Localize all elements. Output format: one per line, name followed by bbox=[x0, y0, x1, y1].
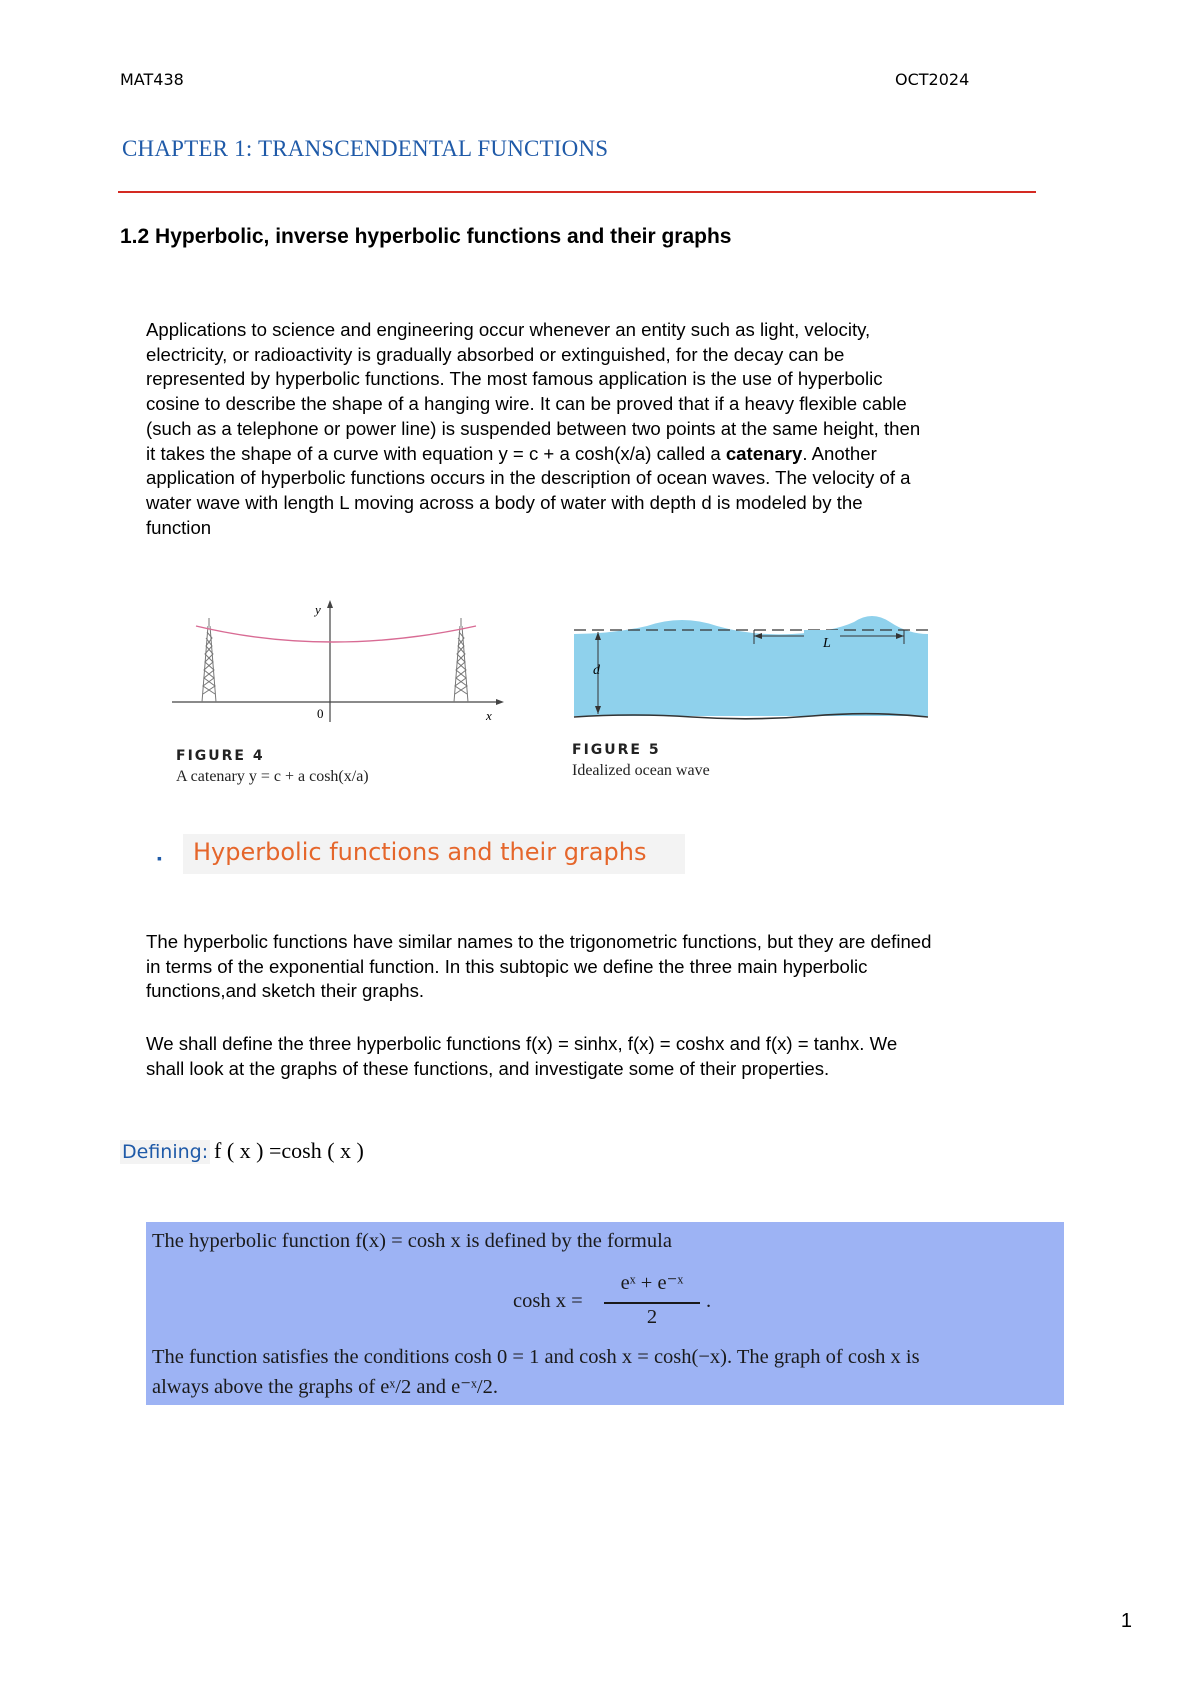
intro-line: cosine to describe the shape of a hanging wire. It can be proved that if a heavy flexible cable bbox=[146, 393, 907, 415]
catenary-term: catenary bbox=[725, 442, 803, 464]
date-code: OCT2024 bbox=[895, 70, 970, 89]
figure5-depth-label: d bbox=[593, 663, 600, 678]
para-line: in terms of the exponential function. In this subtopic we define the three main hyperbolic bbox=[146, 955, 868, 977]
intro-line: application of hyperbolic functions occurs in the description of ocean waves. The velocity of a bbox=[146, 467, 911, 489]
figure4-caption: A catenary y = c + a cosh(x/a) bbox=[176, 768, 369, 785]
intro-line: it takes the shape of a curve with equation y = c + a cosh(x/a) called a catenary. Another bbox=[146, 442, 877, 464]
definition-box bbox=[146, 1222, 1064, 1405]
intro-line: water wave with length L moving across a body of water with depth d is modeled by the bbox=[146, 491, 863, 513]
figure4-label: FIGURE 4 bbox=[176, 748, 265, 764]
hyperbolic-intro-paragraph bbox=[146, 930, 1062, 1004]
intro-line: represented by hyperbolic functions. The most famous application is the use of hyperbolic bbox=[146, 368, 883, 390]
formula-period: . bbox=[706, 1290, 712, 1312]
figure5-label: FIGURE 5 bbox=[572, 742, 661, 758]
defining-formula: f ( x ) =cosh ( x ) bbox=[214, 1138, 364, 1163]
course-code: MAT438 bbox=[120, 70, 184, 89]
figure4-catenary-graphic bbox=[166, 596, 506, 736]
intro-line: electricity, or radioactivity is gradually absorbed or extinguished, for the decay can be bbox=[146, 343, 845, 365]
fraction-bar bbox=[604, 1302, 700, 1304]
section-title: 1.2 Hyperbolic, inverse hyperbolic functions and their graphs bbox=[120, 225, 732, 248]
para-line: The hyperbolic functions have similar names to the trigonometric functions, but they are defined bbox=[146, 931, 932, 952]
page-number: 1 bbox=[1120, 1610, 1132, 1632]
defining-label: Defining: bbox=[122, 1141, 209, 1163]
definition-line: The hyperbolic function f(x) = cosh x is defined by the formula bbox=[152, 1230, 672, 1252]
figure5-ocean-wave-graphic bbox=[572, 610, 932, 726]
intro-line: function bbox=[146, 516, 212, 538]
figure4-origin-label: 0 bbox=[317, 706, 324, 721]
chapter-title: CHAPTER 1: TRANSCENDENTAL FUNCTIONS bbox=[122, 136, 609, 161]
intro-line: (such as a telephone or power line) is suspended between two points at the same height, then bbox=[146, 417, 921, 439]
para-line: functions,and sketch their graphs. bbox=[146, 980, 425, 1002]
formula-numerator: eˣ + e⁻ˣ bbox=[620, 1272, 684, 1294]
para-line: We shall define the three hyperbolic functions f(x) = sinhx, f(x) = coshx and f(x) = tanhx. We bbox=[146, 1033, 898, 1054]
title-divider bbox=[118, 191, 1036, 193]
figure4-x-label: x bbox=[486, 708, 492, 723]
intro-line: Applications to science and engineering occur whenever an entity such as light, velocity, bbox=[146, 319, 871, 340]
bullet-heading: Hyperbolic functions and their graphs bbox=[193, 838, 647, 866]
intro-paragraph bbox=[146, 318, 1062, 540]
figure4-y-label: y bbox=[315, 602, 321, 617]
figure5-length-label: L bbox=[823, 636, 831, 651]
para-line: shall look at the graphs of these functions, and investigate some of their properties. bbox=[146, 1057, 830, 1079]
definitions-paragraph bbox=[146, 1032, 1062, 1081]
formula-denominator: 2 bbox=[646, 1306, 658, 1328]
definition-line: The function satisfies the conditions cosh 0 = 1 and cosh x = cosh(−x). The graph of cosh x is bbox=[152, 1346, 920, 1368]
formula-lhs: cosh x = bbox=[513, 1290, 583, 1312]
definition-line: always above the graphs of eˣ/2 and e⁻ˣ/2. bbox=[152, 1376, 499, 1398]
figure5-caption: Idealized ocean wave bbox=[572, 762, 710, 779]
bullet-icon: ▪ bbox=[157, 850, 162, 866]
